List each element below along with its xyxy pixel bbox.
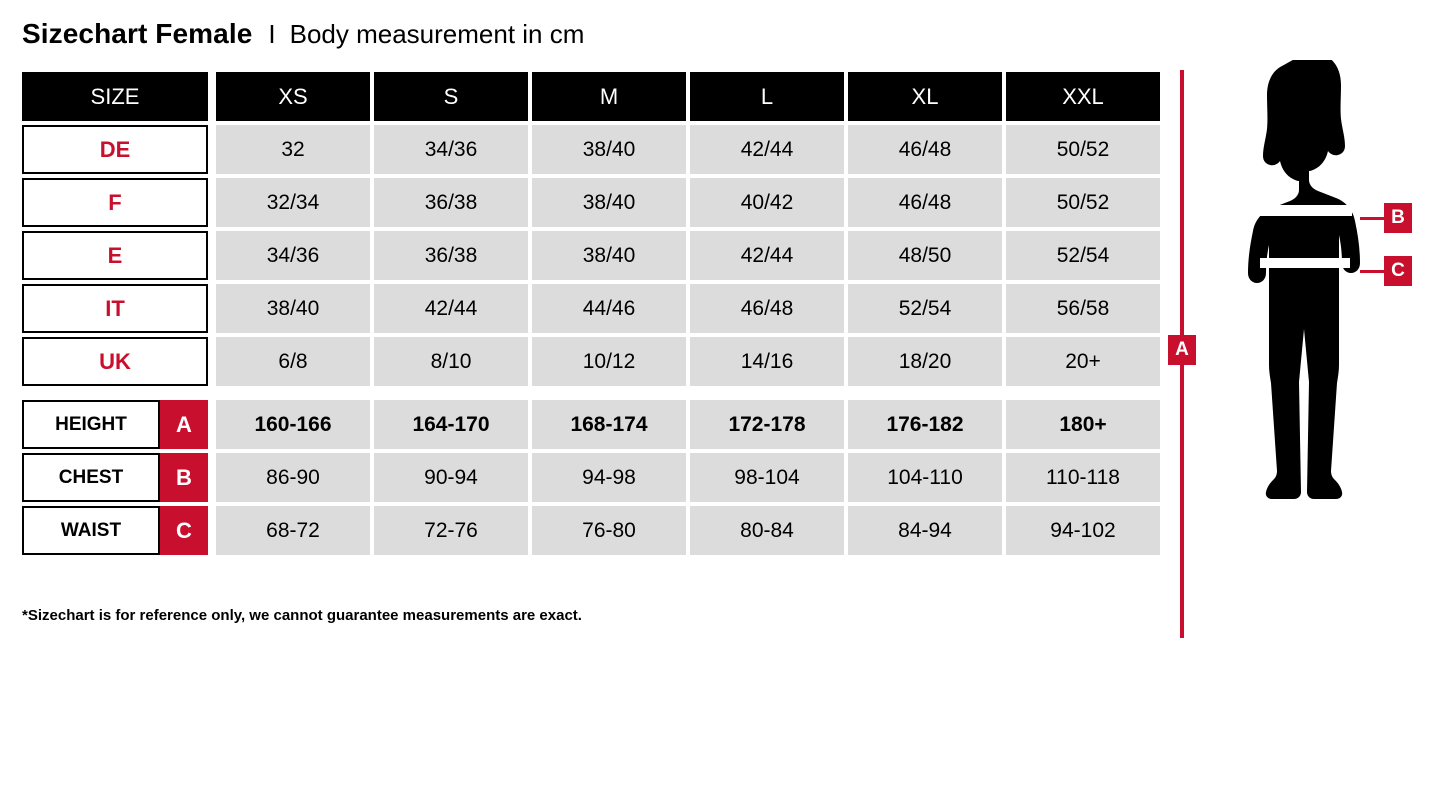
row-badge-c: C <box>160 506 208 555</box>
cell-waist-s: 72-76 <box>374 506 528 555</box>
row-badge-a: A <box>160 400 208 449</box>
table-row <box>22 506 1158 555</box>
cell-e-s: 36/38 <box>374 231 528 280</box>
cell-uk-xxl: 20+ <box>1006 337 1160 386</box>
row-label-waist-text: WAIST <box>22 506 160 555</box>
table-row <box>22 125 1158 174</box>
header-cell-m: M <box>532 72 686 121</box>
cell-f-xl: 46/48 <box>848 178 1002 227</box>
cell-f-s: 36/38 <box>374 178 528 227</box>
cell-e-xs: 34/36 <box>216 231 370 280</box>
row-badge-b: B <box>160 453 208 502</box>
title-subtitle: Body measurement in cm <box>289 19 585 49</box>
title-separator: I <box>268 19 276 49</box>
row-label-height <box>22 400 208 449</box>
page-title <box>22 18 584 50</box>
table-row <box>22 284 1158 333</box>
cell-chest-s: 90-94 <box>374 453 528 502</box>
cell-waist-m: 76-80 <box>532 506 686 555</box>
female-silhouette-icon <box>1220 60 1390 638</box>
cell-height-m: 168-174 <box>532 400 686 449</box>
cell-chest-xxl: 110-118 <box>1006 453 1160 502</box>
cell-it-xs: 38/40 <box>216 284 370 333</box>
row-label-uk: UK <box>22 337 208 386</box>
cell-waist-xl: 84-94 <box>848 506 1002 555</box>
cell-e-xxl: 52/54 <box>1006 231 1160 280</box>
body-figure <box>1160 60 1441 640</box>
figure-badge-b: B <box>1384 203 1412 233</box>
row-label-f: F <box>22 178 208 227</box>
cell-it-m: 44/46 <box>532 284 686 333</box>
row-label-waist <box>22 506 208 555</box>
header-cell-s: S <box>374 72 528 121</box>
row-label-it: IT <box>22 284 208 333</box>
figure-badge-a: A <box>1168 335 1196 365</box>
cell-chest-xs: 86-90 <box>216 453 370 502</box>
title-main: Sizechart Female <box>22 18 253 49</box>
cell-uk-xs: 6/8 <box>216 337 370 386</box>
cell-it-s: 42/44 <box>374 284 528 333</box>
table-row <box>22 400 1158 449</box>
cell-de-xxl: 50/52 <box>1006 125 1160 174</box>
cell-de-l: 42/44 <box>690 125 844 174</box>
table-row <box>22 453 1158 502</box>
cell-uk-l: 14/16 <box>690 337 844 386</box>
cell-de-s: 34/36 <box>374 125 528 174</box>
cell-e-m: 38/40 <box>532 231 686 280</box>
cell-waist-xs: 68-72 <box>216 506 370 555</box>
cell-chest-l: 98-104 <box>690 453 844 502</box>
cell-it-xxl: 56/58 <box>1006 284 1160 333</box>
header-cell-size: SIZE <box>22 72 208 121</box>
header-cell-xs: XS <box>216 72 370 121</box>
cell-f-xs: 32/34 <box>216 178 370 227</box>
cell-chest-xl: 104-110 <box>848 453 1002 502</box>
row-label-chest-text: CHEST <box>22 453 160 502</box>
cell-f-xxl: 50/52 <box>1006 178 1160 227</box>
table-row <box>22 337 1158 386</box>
sizechart-table <box>22 72 1158 559</box>
cell-uk-m: 10/12 <box>532 337 686 386</box>
row-label-height-text: HEIGHT <box>22 400 160 449</box>
cell-e-xl: 48/50 <box>848 231 1002 280</box>
table-row <box>22 178 1158 227</box>
cell-de-m: 38/40 <box>532 125 686 174</box>
cell-height-xxl: 180+ <box>1006 400 1160 449</box>
cell-it-xl: 52/54 <box>848 284 1002 333</box>
row-label-e: E <box>22 231 208 280</box>
figure-badge-c: C <box>1384 256 1412 286</box>
cell-f-l: 40/42 <box>690 178 844 227</box>
cell-it-l: 46/48 <box>690 284 844 333</box>
row-label-chest <box>22 453 208 502</box>
table-header-row <box>22 72 1158 121</box>
cell-e-l: 42/44 <box>690 231 844 280</box>
footnote: *Sizechart is for reference only, we cannot guarantee measurements are exact. <box>22 607 582 624</box>
cell-de-xl: 46/48 <box>848 125 1002 174</box>
header-cell-xxl: XXL <box>1006 72 1160 121</box>
cell-height-xl: 176-182 <box>848 400 1002 449</box>
header-cell-l: L <box>690 72 844 121</box>
header-cell-xl: XL <box>848 72 1002 121</box>
cell-chest-m: 94-98 <box>532 453 686 502</box>
cell-waist-xxl: 94-102 <box>1006 506 1160 555</box>
cell-de-xs: 32 <box>216 125 370 174</box>
cell-height-l: 172-178 <box>690 400 844 449</box>
row-label-de: DE <box>22 125 208 174</box>
table-row <box>22 231 1158 280</box>
cell-waist-l: 80-84 <box>690 506 844 555</box>
cell-f-m: 38/40 <box>532 178 686 227</box>
cell-height-xs: 160-166 <box>216 400 370 449</box>
cell-uk-xl: 18/20 <box>848 337 1002 386</box>
cell-height-s: 164-170 <box>374 400 528 449</box>
cell-uk-s: 8/10 <box>374 337 528 386</box>
